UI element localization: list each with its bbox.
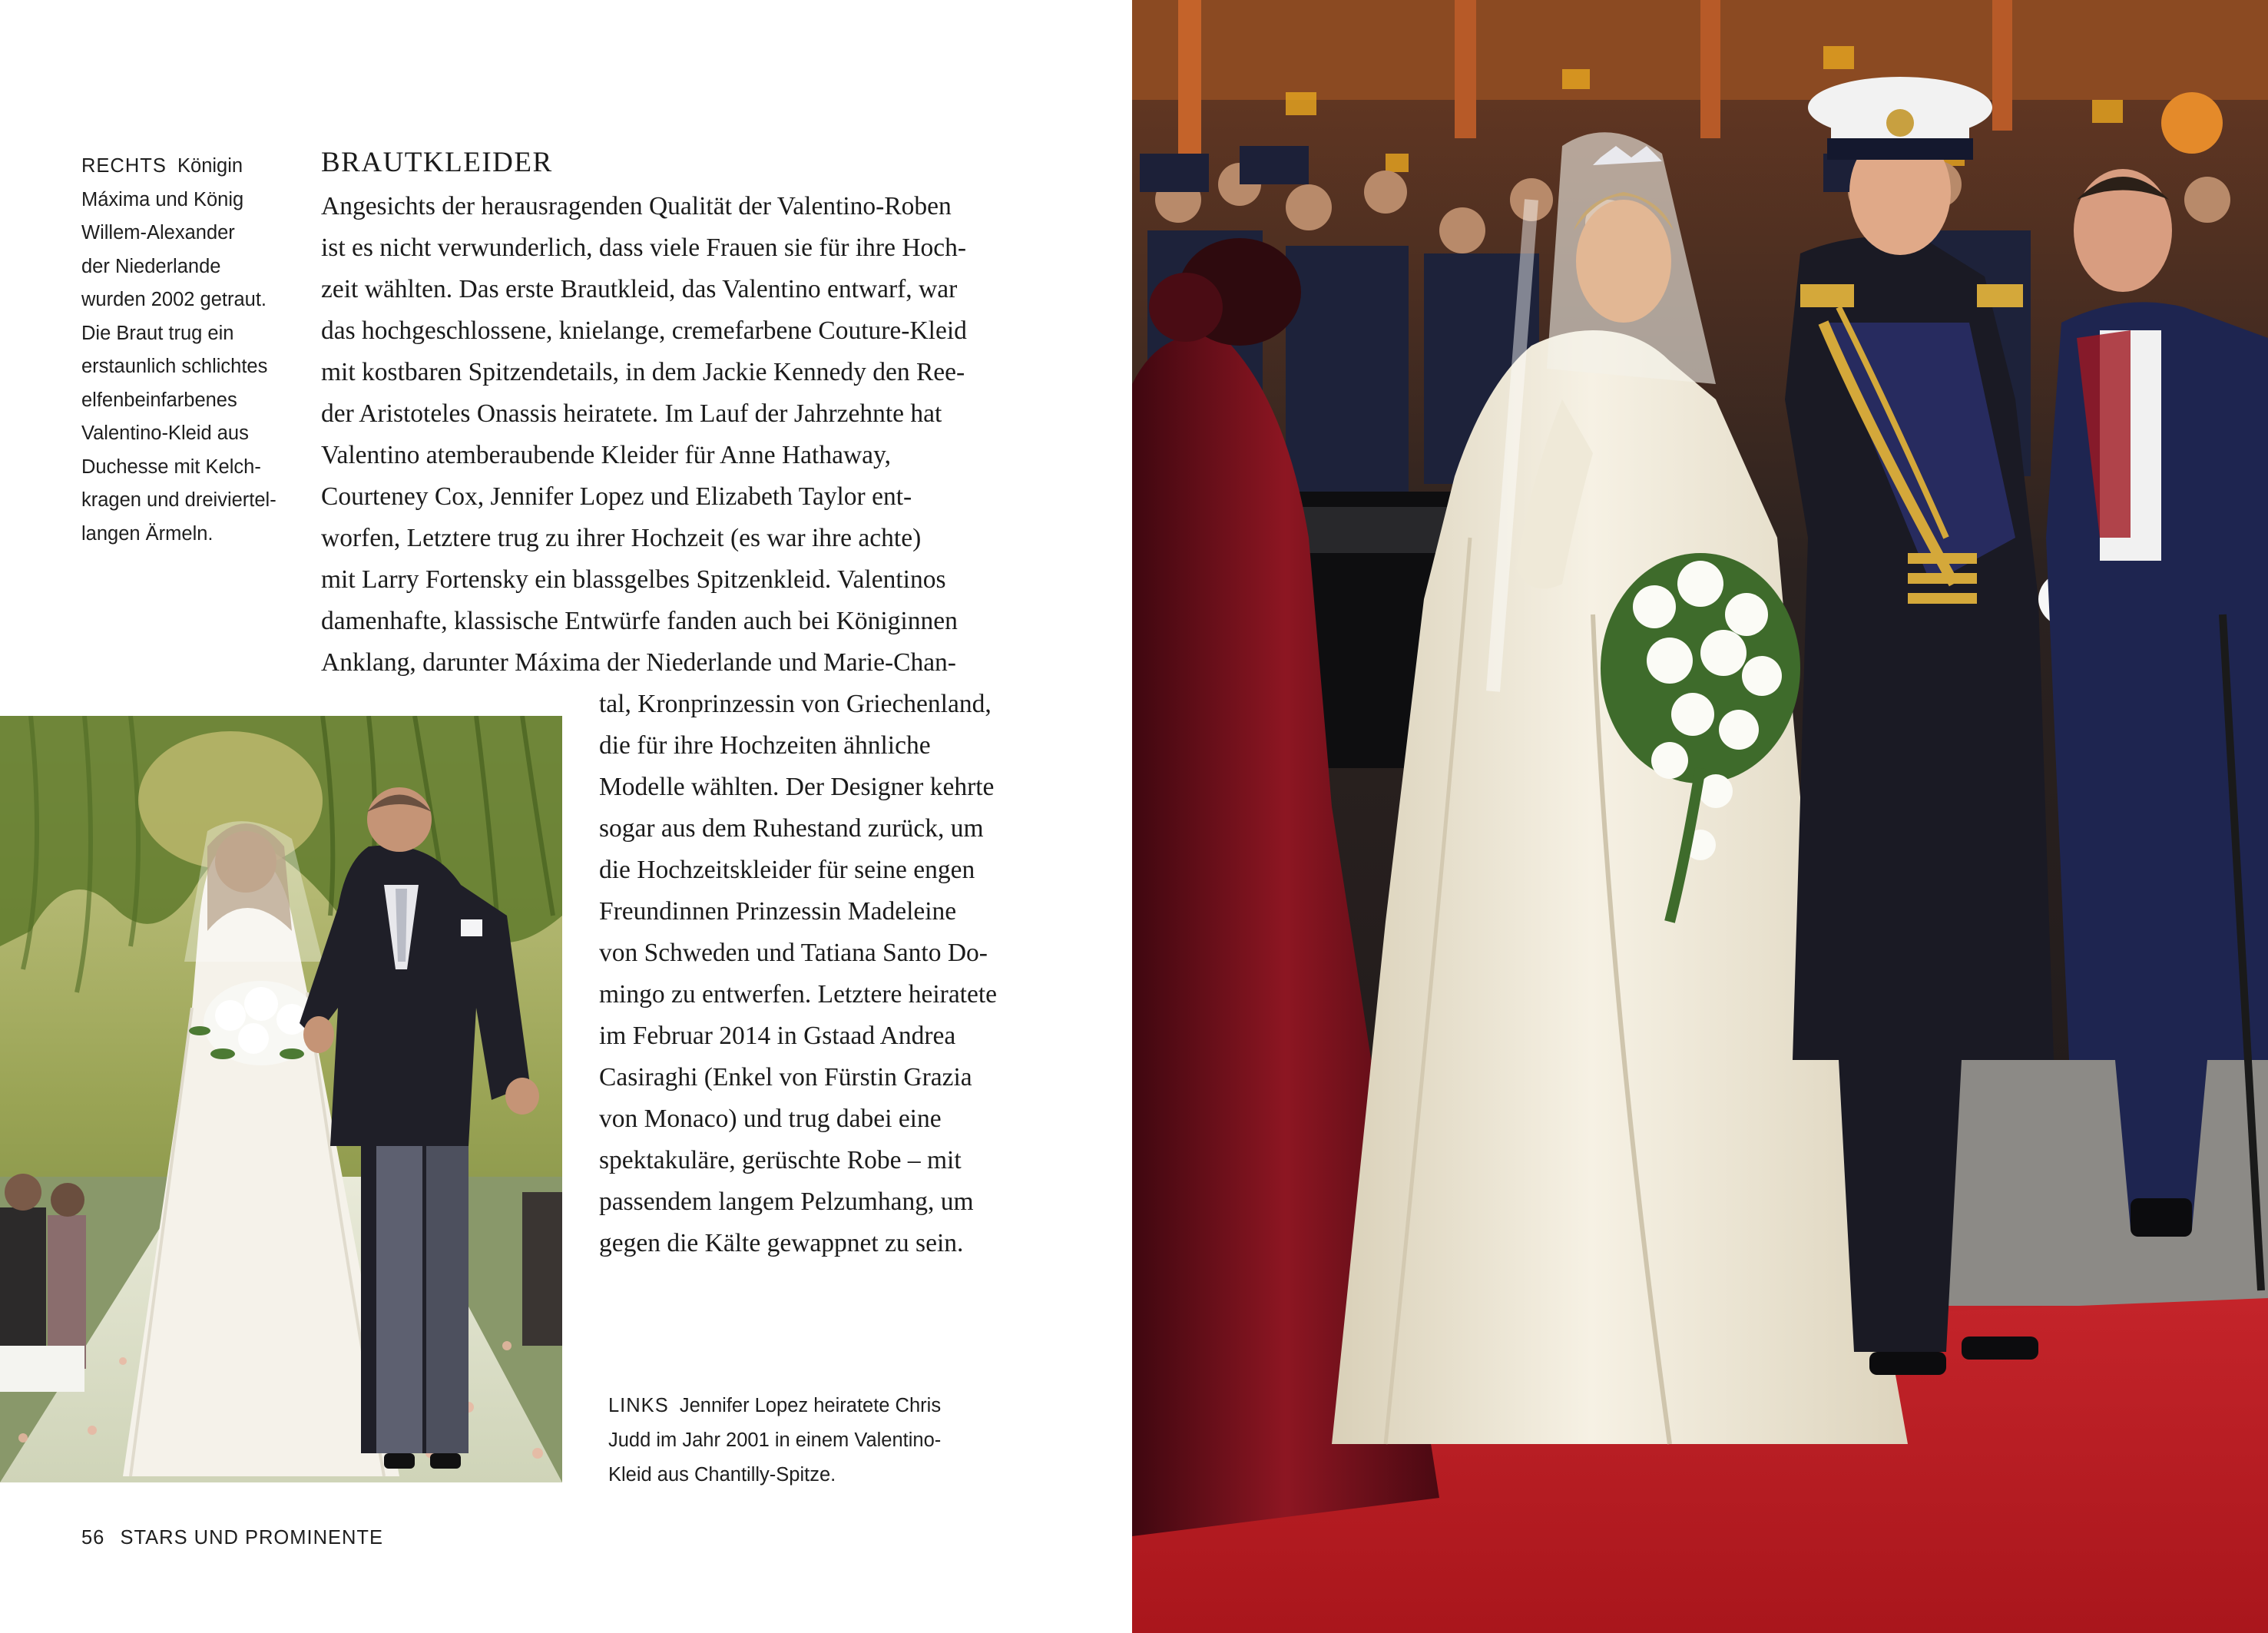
- body-line: das hochgeschlossene, knielange, cremefarbene Couture-Kleid: [321, 316, 967, 345]
- body-line: zeit wählten. Das erste Brautkleid, das Valentino entwarf, war: [321, 275, 958, 303]
- caption-line: Máxima und König: [81, 188, 244, 210]
- caption-line: wurden 2002 getraut.: [81, 289, 267, 310]
- caption-line: elfenbeinfarbenes: [81, 389, 237, 411]
- photo-illustration: [0, 716, 562, 1482]
- caption-line: Jennifer Lopez heiratete Chris: [679, 1395, 942, 1416]
- page-number: 56: [81, 1527, 105, 1549]
- caption-tag-right: RECHTS: [81, 155, 167, 177]
- body-line: Freundinnen Prinzessin Madeleine: [599, 897, 957, 926]
- body-line: von Monaco) und trug dabei eine: [599, 1105, 942, 1133]
- body-line: Anklang, darunter Máxima der Niederlande und Marie-Chan-: [321, 648, 956, 677]
- caption-line: Willem-Alexander: [81, 222, 235, 243]
- caption-line: erstaunlich schlichtes: [81, 356, 268, 377]
- caption-line: Judd im Jahr 2001 in einem Valentino-: [608, 1429, 942, 1451]
- body-line: ist es nicht verwunderlich, dass viele Frauen sie für ihre Hoch-: [321, 234, 967, 262]
- caption-line: kragen und dreiviertel-: [81, 489, 276, 511]
- body-line: worfen, Letztere trug zu ihrer Hochzeit (es war ihre achte): [321, 524, 922, 552]
- section-title: STARS UND PROMINENTE: [120, 1527, 384, 1549]
- body-line: die für ihre Hochzeiten ähnliche: [599, 731, 931, 760]
- body-line: spektakuläre, gerüschte Robe – mit: [599, 1146, 962, 1174]
- body-line: Casiraghi (Enkel von Fürstin Grazia: [599, 1063, 972, 1091]
- photo-wedding-lopez: [0, 716, 562, 1482]
- body-line: Modelle wählten. Der Designer kehrte: [599, 773, 995, 801]
- caption-line: der Niederlande: [81, 255, 221, 277]
- body-line: Angesichts der herausragenden Qualität der Valentino-Roben: [321, 192, 952, 220]
- body-line: mingo zu entwerfen. Letztere heiratete: [599, 980, 998, 1009]
- body-line: mit kostbaren Spitzendetails, in dem Jackie Kennedy den Ree-: [321, 358, 965, 386]
- caption-line: Kleid aus Chantilly-Spitze.: [608, 1464, 836, 1486]
- body-line: Valentino atemberaubende Kleider für Anne Hathaway,: [321, 441, 891, 469]
- body-line: der Aristoteles Onassis heiratete. Im Lauf der Jahrzehnte hat: [321, 399, 942, 428]
- photo-illustration: [1132, 0, 2268, 1633]
- caption-line: Königin: [177, 155, 243, 177]
- body-line: Courteney Cox, Jennifer Lopez und Elizabeth Taylor ent-: [321, 482, 912, 511]
- body-line: damenhafte, klassische Entwürfe fanden auch bei Königinnen: [321, 607, 958, 635]
- body-line: die Hochzeitskleider für seine engen: [599, 856, 975, 884]
- body-line: tal, Kronprinzessin von Griechenland,: [599, 690, 992, 718]
- body-line: gegen die Kälte gewappnet zu sein.: [599, 1229, 964, 1257]
- body-line: mit Larry Fortensky ein blassgelbes Spitzenkleid. Valentinos: [321, 565, 946, 594]
- caption-line: Valentino-Kleid aus: [81, 422, 249, 444]
- caption-line: Duchesse mit Kelch-: [81, 455, 261, 478]
- page-footer: [81, 1527, 383, 1549]
- caption-tag-left: LINKS: [608, 1395, 669, 1416]
- caption-line: langen Ärmeln.: [81, 522, 214, 545]
- caption-line: Die Braut trug ein: [81, 322, 234, 344]
- body-line: im Februar 2014 in Gstaad Andrea: [599, 1022, 956, 1050]
- caption-left: [608, 1389, 977, 1492]
- body-line: passendem langem Pelzumhang, um: [599, 1187, 974, 1216]
- section-heading: BRAUTKLEIDER: [321, 147, 553, 178]
- left-page: [0, 0, 1132, 1633]
- caption-right: [81, 150, 304, 551]
- body-line: sogar aus dem Ruhestand zurück, um: [599, 814, 984, 843]
- photo-wedding-maxima: [1132, 0, 2268, 1633]
- body-line: von Schweden und Tatiana Santo Do-: [599, 939, 988, 967]
